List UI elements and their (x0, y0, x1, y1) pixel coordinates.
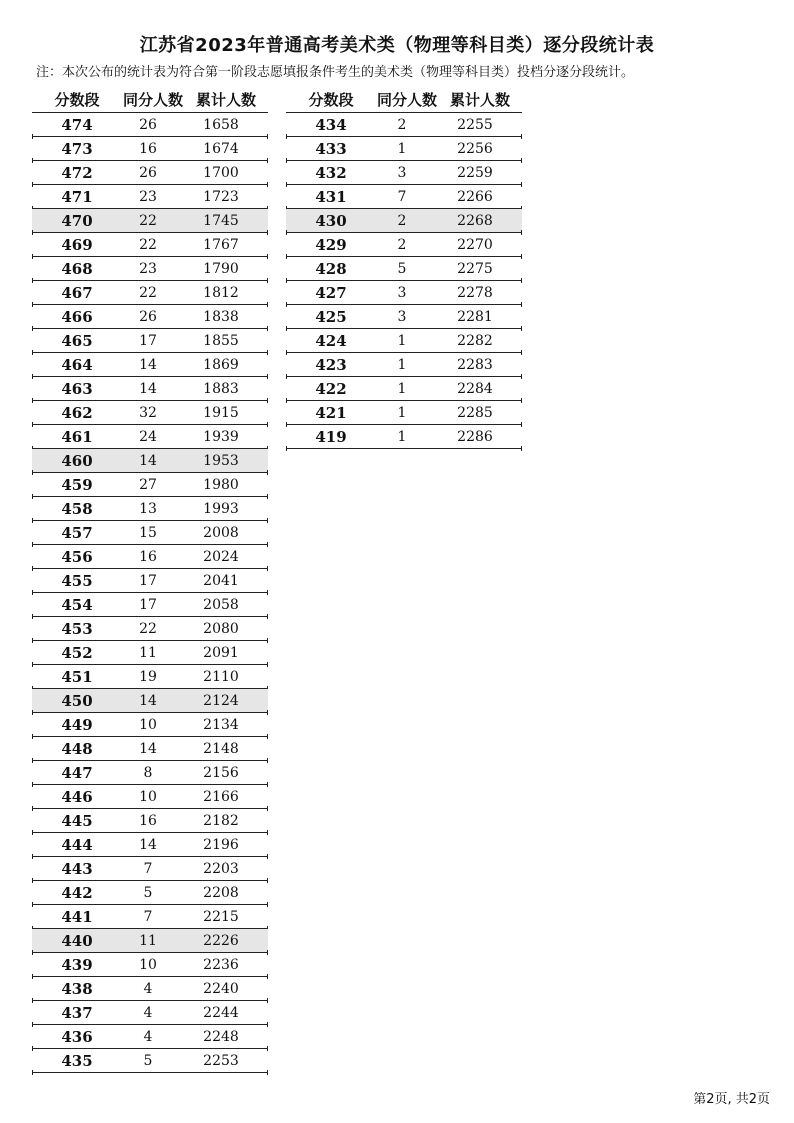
table-header (32, 86, 268, 113)
cumulative-count-cell: 1883 (203, 380, 239, 397)
table-row (32, 233, 268, 257)
cumulative-count-cell: 2110 (203, 668, 239, 685)
cumulative-count-cell: 2156 (203, 764, 239, 781)
same-count-cell: 17 (139, 572, 157, 589)
table-row (286, 257, 522, 281)
cumulative-count-cell: 2166 (203, 788, 239, 805)
same-count-cell: 1 (397, 356, 407, 373)
table-row (286, 161, 522, 185)
table-row (32, 905, 268, 929)
table-row (32, 473, 268, 497)
table-row (32, 617, 268, 641)
score-cell: 427 (315, 283, 347, 302)
table-row (32, 545, 268, 569)
cumulative-count-cell: 1993 (203, 500, 239, 517)
table-row (32, 1001, 268, 1025)
cumulative-count-cell: 1980 (203, 476, 239, 493)
table-row (32, 785, 268, 809)
table-row (32, 929, 268, 953)
score-cell: 454 (61, 595, 93, 614)
score-cell: 469 (61, 235, 93, 254)
same-count-cell: 4 (143, 1028, 153, 1045)
same-count-cell: 14 (139, 836, 157, 853)
score-cell: 440 (61, 931, 93, 950)
cumulative-count-cell: 2286 (457, 428, 493, 445)
score-cell: 434 (315, 115, 347, 134)
table-row (286, 281, 522, 305)
page-number: 第2页, 共2页 (693, 1092, 770, 1107)
table-row (286, 209, 522, 233)
table-row (32, 833, 268, 857)
score-cell: 470 (61, 211, 93, 230)
score-cell: 419 (315, 427, 347, 446)
score-cell: 458 (61, 499, 93, 518)
score-cell: 461 (61, 427, 93, 446)
cumulative-count-cell: 2253 (203, 1052, 239, 1069)
table-row (32, 569, 268, 593)
cumulative-count-cell: 2008 (203, 524, 239, 541)
cumulative-count-cell: 2240 (203, 980, 239, 997)
same-count-cell: 2 (397, 116, 407, 133)
score-cell: 474 (61, 115, 93, 134)
same-count-cell: 26 (139, 308, 157, 325)
cumulative-count-cell: 2226 (203, 932, 239, 949)
cumulative-count-cell: 2283 (457, 356, 493, 373)
table-row (32, 161, 268, 185)
cumulative-count-cell: 2281 (457, 308, 493, 325)
table-row (32, 1025, 268, 1049)
score-cell: 468 (61, 259, 93, 278)
table-row (286, 377, 522, 401)
cumulative-count-cell: 1869 (203, 356, 239, 373)
cumulative-count-cell: 1674 (203, 140, 239, 157)
same-count-cell: 7 (397, 188, 407, 205)
same-count-cell: 22 (139, 212, 157, 229)
score-cell: 455 (61, 571, 93, 590)
table-note: 注：本次公布的统计表为符合第一阶段志愿填报条件考生的美术类（物理等科目类）投档分逐分段统计。 (36, 65, 635, 80)
cumulative-count-cell: 2255 (457, 116, 493, 133)
table-row (286, 425, 522, 449)
score-cell: 451 (61, 667, 93, 686)
table-row (32, 857, 268, 881)
table-row (32, 329, 268, 353)
score-table-right (286, 86, 522, 449)
cumulative-count-cell: 2058 (203, 596, 239, 613)
score-cell: 444 (61, 835, 93, 854)
cumulative-count-cell: 2236 (203, 956, 239, 973)
cumulative-count-cell: 2275 (457, 260, 493, 277)
same-count-cell: 8 (143, 764, 153, 781)
table-row (32, 881, 268, 905)
table-row (32, 377, 268, 401)
same-count-cell: 3 (397, 308, 407, 325)
score-cell: 425 (315, 307, 347, 326)
score-cell: 435 (61, 1051, 93, 1070)
table-row (32, 497, 268, 521)
header-score-band: 分数段 (308, 90, 354, 109)
same-count-cell: 11 (139, 932, 157, 949)
same-count-cell: 7 (143, 908, 153, 925)
cumulative-count-cell: 1812 (203, 284, 239, 301)
table-row (32, 953, 268, 977)
cumulative-count-cell: 2148 (203, 740, 239, 757)
score-cell: 436 (61, 1027, 93, 1046)
cumulative-count-cell: 2091 (203, 644, 239, 661)
cumulative-count-cell: 2080 (203, 620, 239, 637)
same-count-cell: 5 (397, 260, 407, 277)
table-row (32, 593, 268, 617)
same-count-cell: 5 (143, 884, 153, 901)
table-row (32, 521, 268, 545)
score-cell: 466 (61, 307, 93, 326)
same-count-cell: 22 (139, 620, 157, 637)
table-row (286, 233, 522, 257)
same-count-cell: 22 (139, 236, 157, 253)
table-body (32, 113, 268, 1073)
score-cell: 465 (61, 331, 93, 350)
table-row (32, 713, 268, 737)
score-cell: 471 (61, 187, 93, 206)
score-cell: 429 (315, 235, 347, 254)
cumulative-count-cell: 2268 (457, 212, 493, 229)
same-count-cell: 14 (139, 380, 157, 397)
cumulative-count-cell: 2256 (457, 140, 493, 157)
score-cell: 442 (61, 883, 93, 902)
score-cell: 447 (61, 763, 93, 782)
table-row (32, 449, 268, 473)
cumulative-count-cell: 2124 (203, 692, 239, 709)
header-same-count: 同分人数 (122, 90, 183, 109)
table-row (286, 137, 522, 161)
same-count-cell: 2 (397, 236, 407, 253)
score-cell: 463 (61, 379, 93, 398)
score-cell: 433 (315, 139, 347, 158)
score-cell: 438 (61, 979, 93, 998)
score-cell: 428 (315, 259, 347, 278)
cumulative-count-cell: 2284 (457, 380, 493, 397)
score-cell: 472 (61, 163, 93, 182)
header-same-count: 同分人数 (376, 90, 437, 109)
same-count-cell: 17 (139, 596, 157, 613)
same-count-cell: 1 (397, 428, 407, 445)
same-count-cell: 4 (143, 980, 153, 997)
cumulative-count-cell: 1700 (203, 164, 239, 181)
cumulative-count-cell: 2024 (203, 548, 239, 565)
table-row (32, 425, 268, 449)
cumulative-count-cell: 2270 (457, 236, 493, 253)
score-cell: 453 (61, 619, 93, 638)
cumulative-count-cell: 1939 (203, 428, 239, 445)
table-row (32, 689, 268, 713)
same-count-cell: 27 (139, 476, 157, 493)
cumulative-count-cell: 2215 (203, 908, 239, 925)
same-count-cell: 1 (397, 404, 407, 421)
same-count-cell: 10 (139, 956, 157, 973)
score-cell: 452 (61, 643, 93, 662)
score-cell: 467 (61, 283, 93, 302)
score-cell: 443 (61, 859, 93, 878)
table-row (286, 305, 522, 329)
same-count-cell: 3 (397, 284, 407, 301)
table-row (286, 401, 522, 425)
cumulative-count-cell: 2282 (457, 332, 493, 349)
cumulative-count-cell: 2285 (457, 404, 493, 421)
score-cell: 460 (61, 451, 93, 470)
cumulative-count-cell: 2134 (203, 716, 239, 733)
score-cell: 431 (315, 187, 347, 206)
score-table-left (32, 86, 268, 1073)
same-count-cell: 26 (139, 164, 157, 181)
score-cell: 424 (315, 331, 347, 350)
cumulative-count-cell: 1953 (203, 452, 239, 469)
cumulative-count-cell: 2259 (457, 164, 493, 181)
same-count-cell: 23 (139, 260, 157, 277)
header-cumulative-count: 累计人数 (195, 90, 256, 109)
table-row (286, 185, 522, 209)
same-count-cell: 16 (139, 548, 157, 565)
score-cell: 423 (315, 355, 347, 374)
score-cell: 446 (61, 787, 93, 806)
cumulative-count-cell: 2278 (457, 284, 493, 301)
same-count-cell: 24 (139, 428, 157, 445)
same-count-cell: 10 (139, 788, 157, 805)
score-cell: 450 (61, 691, 93, 710)
cumulative-count-cell: 1745 (203, 212, 239, 229)
score-cell: 473 (61, 139, 93, 158)
same-count-cell: 32 (139, 404, 157, 421)
same-count-cell: 16 (139, 812, 157, 829)
cumulative-count-cell: 2182 (203, 812, 239, 829)
table-row (32, 1049, 268, 1073)
score-cell: 448 (61, 739, 93, 758)
same-count-cell: 1 (397, 332, 407, 349)
cumulative-count-cell: 2041 (203, 572, 239, 589)
table-header (286, 86, 522, 113)
table-row (32, 761, 268, 785)
same-count-cell: 5 (143, 1052, 153, 1069)
same-count-cell: 2 (397, 212, 407, 229)
score-cell: 445 (61, 811, 93, 830)
same-count-cell: 3 (397, 164, 407, 181)
score-cell: 459 (61, 475, 93, 494)
table-body (286, 113, 522, 449)
cumulative-count-cell: 2248 (203, 1028, 239, 1045)
table-row (286, 353, 522, 377)
table-row (32, 137, 268, 161)
cumulative-count-cell: 2196 (203, 836, 239, 853)
score-cell: 462 (61, 403, 93, 422)
cumulative-count-cell: 2244 (203, 1004, 239, 1021)
score-cell: 449 (61, 715, 93, 734)
same-count-cell: 14 (139, 356, 157, 373)
score-cell: 422 (315, 379, 347, 398)
table-row (32, 401, 268, 425)
cumulative-count-cell: 1723 (203, 188, 239, 205)
score-cell: 430 (315, 211, 347, 230)
score-cell: 441 (61, 907, 93, 926)
cumulative-count-cell: 2203 (203, 860, 239, 877)
score-cell: 456 (61, 547, 93, 566)
table-row (32, 209, 268, 233)
table-row (286, 329, 522, 353)
cumulative-count-cell: 2266 (457, 188, 493, 205)
same-count-cell: 22 (139, 284, 157, 301)
cumulative-count-cell: 1790 (203, 260, 239, 277)
table-row (32, 257, 268, 281)
table-row (32, 305, 268, 329)
table-row (32, 185, 268, 209)
same-count-cell: 1 (397, 140, 407, 157)
header-cumulative-count: 累计人数 (449, 90, 510, 109)
same-count-cell: 17 (139, 332, 157, 349)
same-count-cell: 4 (143, 1004, 153, 1021)
score-cell: 421 (315, 403, 347, 422)
cumulative-count-cell: 1767 (203, 236, 239, 253)
same-count-cell: 26 (139, 116, 157, 133)
same-count-cell: 10 (139, 716, 157, 733)
same-count-cell: 16 (139, 140, 157, 157)
same-count-cell: 13 (139, 500, 157, 517)
cumulative-count-cell: 1658 (203, 116, 239, 133)
score-cell: 457 (61, 523, 93, 542)
same-count-cell: 14 (139, 740, 157, 757)
same-count-cell: 14 (139, 452, 157, 469)
score-cell: 464 (61, 355, 93, 374)
table-row (32, 665, 268, 689)
table-row (32, 737, 268, 761)
table-row (32, 113, 268, 137)
same-count-cell: 14 (139, 692, 157, 709)
header-score-band: 分数段 (54, 90, 100, 109)
same-count-cell: 23 (139, 188, 157, 205)
cumulative-count-cell: 1838 (203, 308, 239, 325)
cumulative-count-cell: 1915 (203, 404, 239, 421)
cumulative-count-cell: 2208 (203, 884, 239, 901)
same-count-cell: 15 (139, 524, 157, 541)
table-row (32, 977, 268, 1001)
score-cell: 439 (61, 955, 93, 974)
same-count-cell: 7 (143, 860, 153, 877)
cumulative-count-cell: 1855 (203, 332, 239, 349)
table-row (32, 809, 268, 833)
same-count-cell: 11 (139, 644, 157, 661)
score-cell: 437 (61, 1003, 93, 1022)
page-title: 江苏省2023年普通高考美术类（物理等科目类）逐分段统计表 (139, 35, 655, 56)
table-row (32, 353, 268, 377)
table-row (32, 281, 268, 305)
table-row (32, 641, 268, 665)
score-cell: 432 (315, 163, 347, 182)
same-count-cell: 1 (397, 380, 407, 397)
same-count-cell: 19 (139, 668, 157, 685)
table-row (286, 113, 522, 137)
